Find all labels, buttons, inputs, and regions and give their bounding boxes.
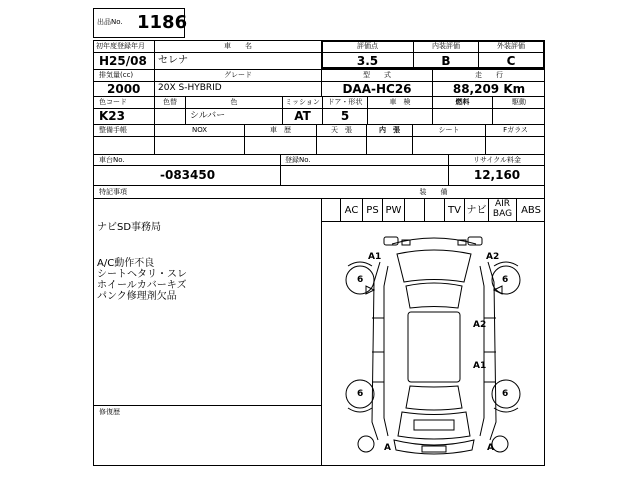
- mileage-value: 88,209 Km: [452, 82, 526, 96]
- glass-label: Fガラス: [503, 126, 528, 134]
- equipment-label: 装 備: [419, 188, 448, 196]
- damage-mark: 6: [502, 275, 509, 285]
- damage-mark: A1: [473, 361, 487, 371]
- sunroof-label: 天 張: [331, 126, 352, 134]
- chassis-label: 車台No.: [99, 156, 125, 164]
- manual-label: 整備手帳: [99, 126, 127, 134]
- damage-mark: 6: [357, 275, 364, 285]
- fuel-label: 燃料: [455, 98, 470, 106]
- recycle-label: リサイクル料金: [472, 156, 522, 164]
- score-label: 評価点: [357, 42, 378, 50]
- interior-trim-label: 内 張: [379, 126, 400, 134]
- lot-label: 出品No.: [97, 18, 123, 26]
- nox-label: NOX: [191, 126, 208, 134]
- reg-date-value: H25/08: [99, 54, 147, 68]
- reg-date-label: 初年度登録年月: [96, 42, 145, 50]
- transmission-label: ミッション: [285, 98, 320, 106]
- equipment-tv: TV: [448, 205, 461, 216]
- damage-mark: A2: [486, 252, 500, 262]
- doors-value: 5: [340, 109, 350, 123]
- note-line: ホイールカバーキズ: [97, 280, 187, 291]
- color-code-value: K23: [99, 109, 125, 123]
- note-line: ナビSD事務局: [97, 222, 162, 233]
- repair-history-label: 修復歴: [99, 408, 120, 416]
- model-label: 車 名: [224, 42, 252, 50]
- damage-mark: A: [487, 443, 494, 453]
- inspection-label: 車 検: [389, 98, 411, 106]
- type-value: DAA-HC26: [342, 82, 412, 96]
- mileage-label: 走 行: [475, 71, 503, 79]
- exterior-value: C: [506, 54, 516, 68]
- color-code-label: 色コード: [99, 98, 127, 106]
- type-label: 型 式: [363, 71, 391, 79]
- note-line: A/C動作不良: [97, 258, 155, 269]
- damage-mark: 6: [357, 389, 364, 399]
- notes-label: 特記事項: [99, 188, 127, 196]
- doors-label: ドア・形状: [327, 98, 363, 106]
- drive-label: 駆動: [512, 98, 526, 106]
- damage-mark: A2: [473, 320, 487, 330]
- recycle-value: 12,160: [473, 168, 521, 182]
- equipment-navi: ナビ: [466, 205, 487, 216]
- interior-value: B: [441, 54, 451, 68]
- exterior-label: 外装評価: [497, 42, 525, 50]
- transmission-value: AT: [294, 109, 311, 123]
- displacement-label: 排気量(cc): [99, 71, 134, 79]
- equipment-airbag: AIR BAG: [492, 199, 513, 219]
- color-value: シルバー: [190, 111, 226, 121]
- grade-value: 20X S-HYBRID: [158, 83, 222, 93]
- equipment-ac: AC: [344, 205, 359, 216]
- score-value: 3.5: [356, 54, 379, 68]
- chassis-value: -083450: [160, 168, 216, 182]
- displacement-value: 2000: [107, 82, 141, 96]
- color-label: 色: [230, 98, 238, 106]
- note-line: パンク修理剤欠品: [97, 291, 177, 302]
- grade-label: グレード: [224, 71, 252, 79]
- car-diagram: [322, 222, 545, 466]
- interior-label: 内装評価: [432, 42, 460, 50]
- equipment-ps: PS: [366, 205, 379, 216]
- damage-mark: A1: [368, 252, 382, 262]
- color-change-label: 色替: [163, 98, 177, 106]
- equipment-pw: PW: [385, 205, 402, 216]
- damage-mark: A: [384, 443, 391, 453]
- seat-label: シート: [438, 126, 460, 134]
- reg-no-label: 登録No.: [285, 156, 311, 164]
- model-value: セレナ: [158, 55, 188, 66]
- history-label: 車 歴: [270, 126, 291, 134]
- note-line: シートヘタリ・スレ: [97, 269, 187, 280]
- damage-mark: 6: [502, 389, 509, 399]
- lot-number: 1186: [137, 12, 188, 33]
- equipment-abs: ABS: [521, 205, 541, 216]
